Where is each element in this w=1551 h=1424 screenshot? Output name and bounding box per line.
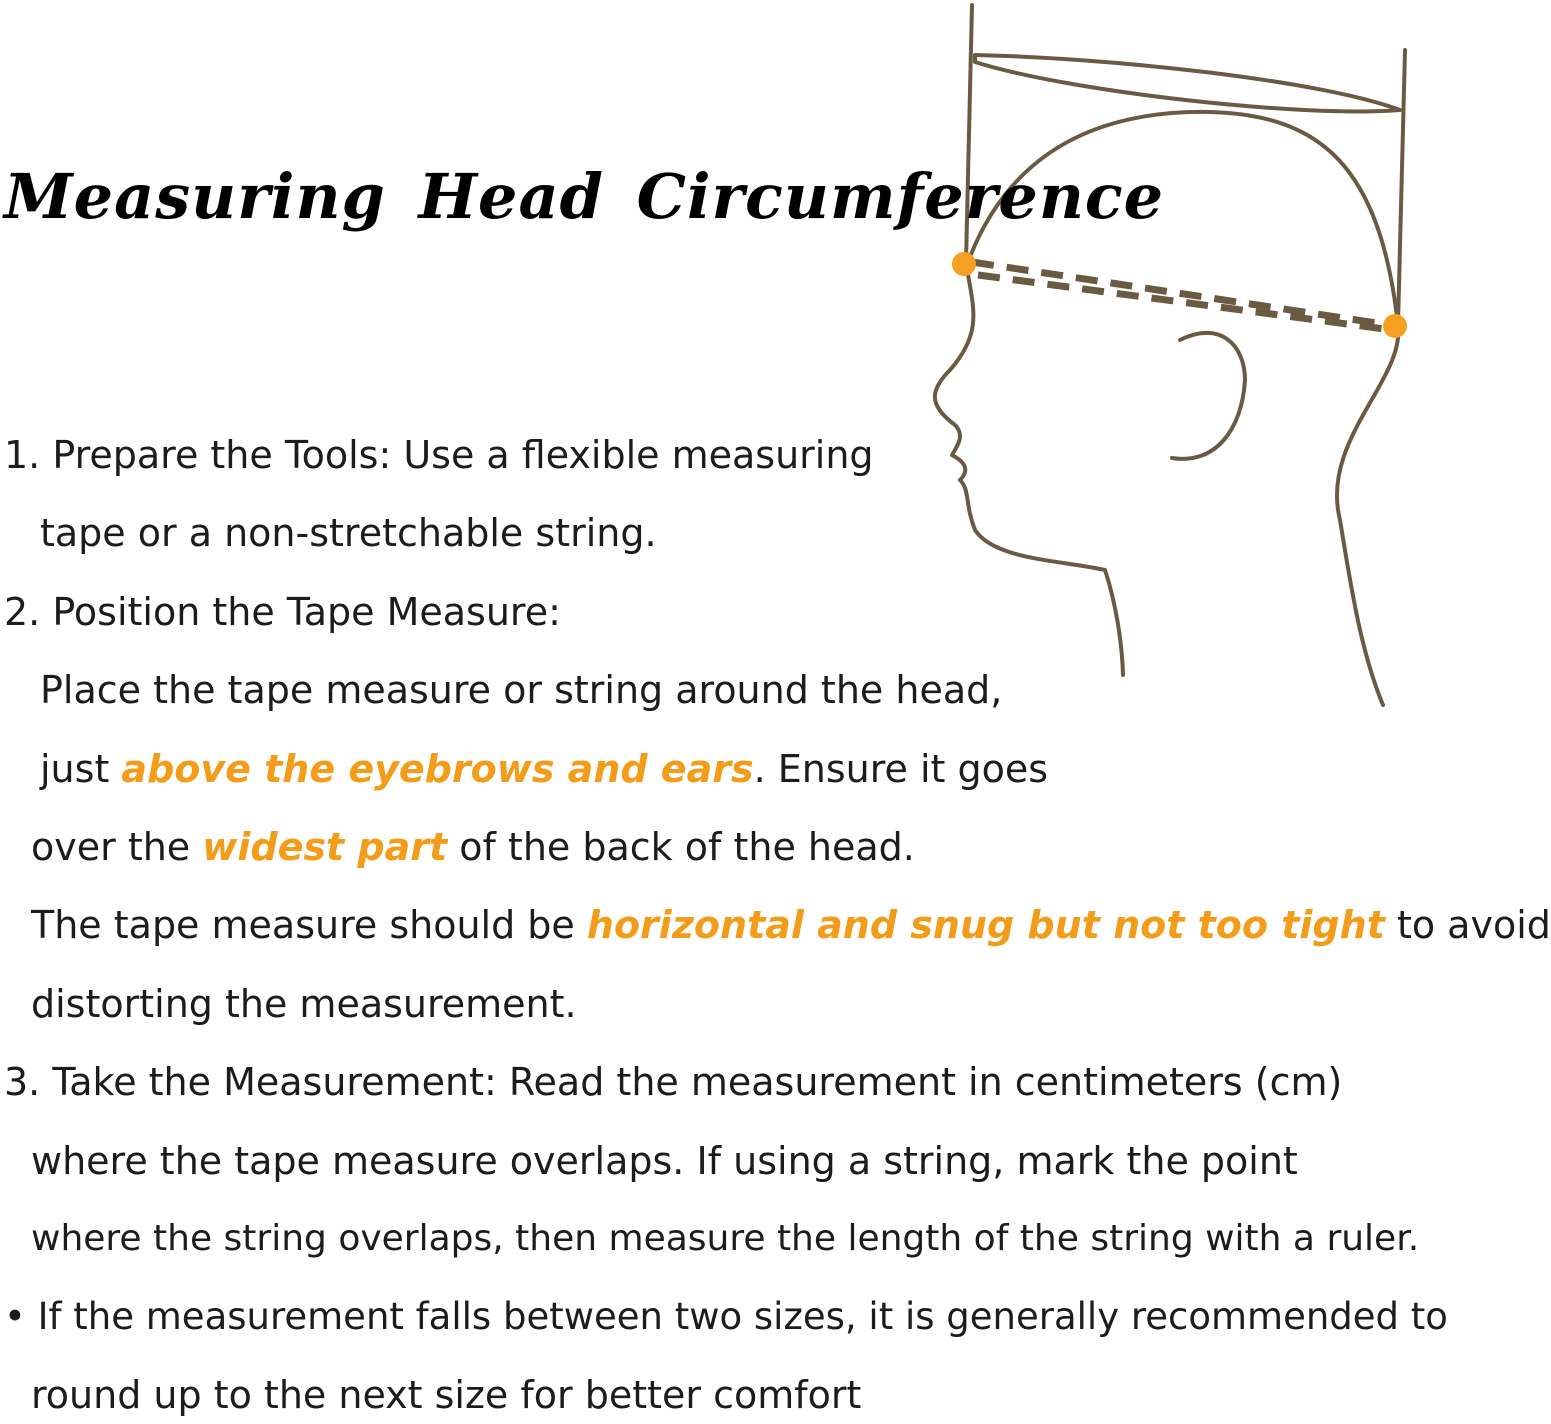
- face-profile: [935, 262, 1123, 675]
- step-2-line-3: [40, 744, 1048, 794]
- back-marker-dot: [1383, 314, 1407, 338]
- step-2-line-1: 2. Position the Tape Measure:: [4, 590, 561, 634]
- highlight-widest-part: widest part: [202, 825, 448, 869]
- step-3-line-2: where the tape measure overlaps. If using a string, mark the point: [31, 1139, 1298, 1183]
- top-ellipse: [975, 55, 1400, 111]
- step-2-line-5-text-b: to avoid: [1384, 903, 1551, 947]
- step-2-line-5: [31, 900, 1551, 950]
- step-1-line-2: tape or a non-stretchable string.: [40, 511, 657, 555]
- tape-line-lower: [978, 275, 1392, 330]
- page-title: Measuring Head Circumference: [4, 160, 1165, 233]
- step-2-line-3-text-b: . Ensure it goes: [753, 747, 1049, 791]
- step-2-line-4-text-a: over the: [31, 825, 203, 869]
- step-2-line-2: Place the tape measure or string around the head,: [40, 668, 1003, 712]
- ear-outline: [1172, 333, 1245, 459]
- step-2-line-5-text-a: The tape measure should be: [31, 903, 587, 947]
- step-2-line-6: distorting the measurement.: [31, 982, 577, 1026]
- tip-line-2: round up to the next size for better comfort: [31, 1373, 862, 1417]
- step-2-line-4-text-b: of the back of the head.: [447, 825, 915, 869]
- highlight-eyebrows-ears: above the eyebrows and ears: [121, 747, 754, 791]
- tape-line-upper: [972, 262, 1390, 325]
- step-1-line-1: 1. Prepare the Tools: Use a flexible measuring: [4, 433, 874, 477]
- step-3-line-3: where the string overlaps, then measure the length of the string with a ruler.: [31, 1218, 1420, 1259]
- front-marker-dot: [952, 252, 976, 276]
- step-2-line-4: [31, 822, 915, 872]
- step-2-line-3-text-a: just: [40, 747, 122, 791]
- tip-line-1: • If the measurement falls between two sizes, it is generally recommended to: [4, 1295, 1448, 1338]
- step-3-line-1: 3. Take the Measurement: Read the measurement in centimeters (cm): [4, 1060, 1343, 1104]
- back-guide-line: [1398, 50, 1405, 325]
- highlight-horizontal-snug: horizontal and snug but not too tight: [586, 903, 1385, 947]
